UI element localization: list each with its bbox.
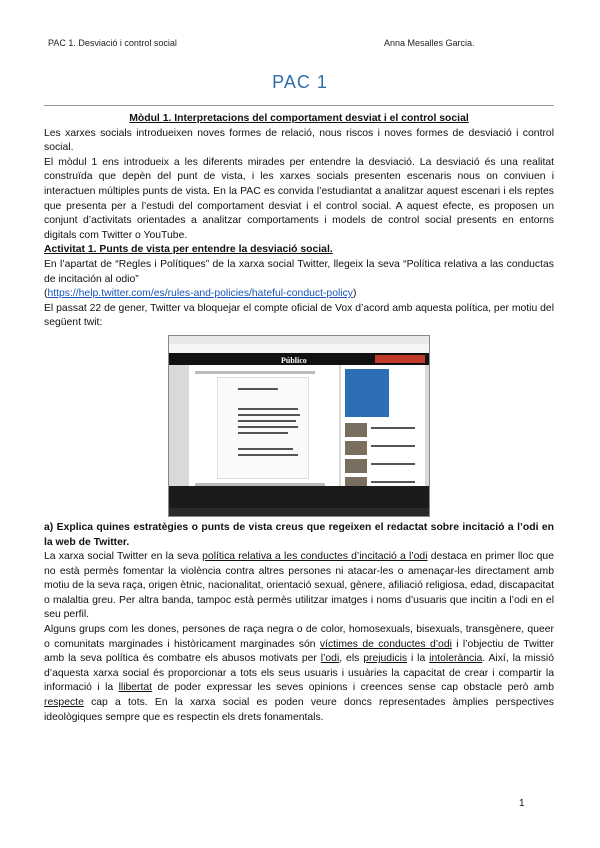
page-title: PAC 1 [272,72,328,92]
browser-tabs [169,336,429,344]
activity-heading: Activitat 1. Punts de vista per entendre la desviació social. [44,244,333,256]
news-thumbnail [345,423,367,437]
answer-text: Alguns grups com les dones, persones de raça negra o de color, homosexuals, bisexuals, transgènere, queer o comunitats marginades i històricament marginades són [44,624,554,650]
question-a: a) Explica quines estratègies o punts de vista creus que regeixen el redactat sobre incitació a l’odi en la web de Twitter. [44,521,554,548]
video-player-bar [169,486,429,508]
answer-text: destaca en primer lloc que no està permès fomentar la violència contra altres persones ni atacar-les o amenaçar-les directament amb motiu de la seva raça, origen ètnic, nacionalitat, orientació sexual, gènere, afiliació religiosa, edad, discapacitat o malaltia greu. Per altra banda, tampoc està permès utilitzar imatges i noms d’usuaris que incitin a l’odi en el seu perfil. [44,551,555,621]
tweet-line [238,388,278,390]
answer-text: de poder expressar les seves opinions i creences sense cap obstacle però amb [152,682,554,694]
tweet-line [238,414,300,416]
article-area [189,365,339,486]
intro-paragraph-2: El mòdul 1 ens introdueix a les diferents mirades per entendre la desviació. La desviació és una realitat construïda que depèn del punt de vista, i les xarxes socials presenten escenaris nous on conviuen i interactuen múltiples punts de vista. En la PAC es convida l’estudiantat a analitzar aquest escenari i els reptes que presenta per a l’estudi del comportament desviat i el control social. A aquest efecte, es proposen un conjunt d’activitats orientades a analitzar comportaments i models de control social presents en entorns digitals com Twitter o YouTube. [44,156,554,241]
news-line [371,481,415,483]
answer-text: i l’objectiu de Twitter amb la seva política és combatre els abusos motivats per [44,638,555,665]
activity-paragraph-2: El passat 22 de gener, Twitter va bloquejar el compte oficial de Vox d’acord amb aquesta política, per motiu del següent twit: [44,302,554,329]
sidebar-area [341,365,425,486]
header-left: PAC 1. Desviació i control social [48,38,177,48]
title-divider [44,105,554,106]
answer-paragraph-1 [44,550,554,623]
tweet-line [238,420,296,422]
answer-underlined: prejudicis [363,653,408,665]
sidebar-ad [345,369,389,417]
tweet-line [238,448,293,450]
module-heading: Mòdul 1. Interpretacions del comportament desviat i el control social [129,113,469,124]
navbar-buttons [375,355,425,363]
news-thumbnail [345,459,367,473]
answer-text: cap a tots. En la xarxa social es poden veure doncs representades àmplies perspectives ideològiques sempre que es respectin els drets fonamentals. [44,697,554,723]
tweet-line [238,426,298,428]
tweet-screenshot [168,335,430,517]
header-right: Anna Mesalles Garcia. [384,38,475,48]
answer-underlined: respecte [44,697,84,709]
article-line [195,371,315,374]
answer-underlined: víctimes de conductes d’odi [319,638,452,650]
intro-paragraph-1: Les xarxes socials introdueixen noves formes de relació, nous riscos i noves formes de desviació i control social. [44,127,554,154]
answer-text: , els [339,653,364,665]
document-body [44,112,554,725]
news-line [371,463,415,465]
link-line: (https://help.twitter.com/es/rules-and-policies/hateful-conduct-policy) [44,288,357,300]
page-number: 1 [519,798,525,809]
tweet-line [238,454,298,456]
embedded-tweet [217,377,309,479]
news-line [371,427,415,429]
news-thumbnail [345,441,367,455]
news-line [371,445,415,447]
answer-text: . Així, la missió d’aquesta xarxa social és proporcionar a tots els seus usuaris i usuàries la capacitat de crear i compartir la informació i la [44,653,554,694]
answer-text: i la [407,653,430,665]
taskbar [169,508,429,516]
answer-underlined: política relativa a les conductes d’incitació a l’odi [202,551,428,563]
answer-paragraph-2 [44,623,554,725]
site-logo: Público [281,355,307,365]
policy-link[interactable]: https://help.twitter.com/es/rules-and-policies/hateful-conduct-policy [47,288,353,300]
answer-underlined: intolerància [429,653,483,665]
tweet-line [238,408,298,410]
answer-text: La xarxa social Twitter en la seva [44,551,203,563]
tweet-line [238,432,288,434]
activity-paragraph-1: En l’apartat de “Regles i Polítiques” de la xarxa social Twitter, llegeix la seva “Política relativa a las conductas de incitación al odio” [44,258,554,285]
answer-underlined: l’odi [320,653,340,665]
answer-underlined: llibertat [118,682,153,694]
